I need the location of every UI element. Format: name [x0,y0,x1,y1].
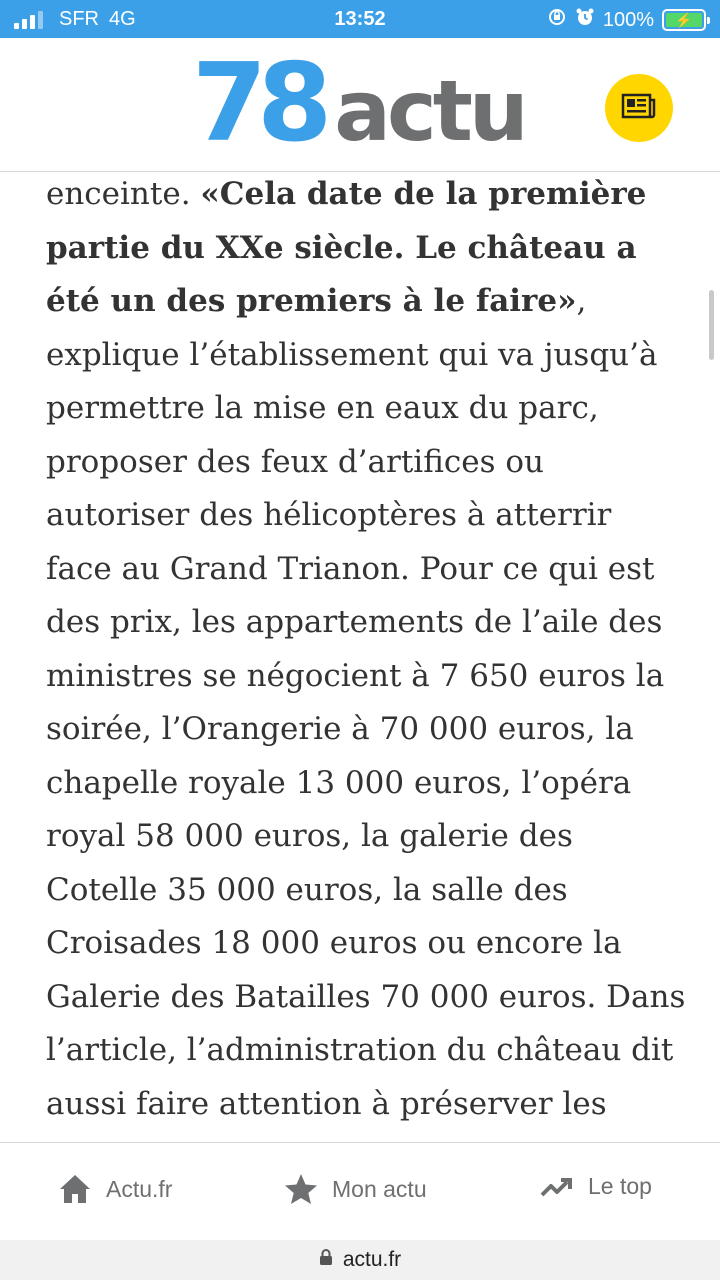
lock-icon [319,1248,333,1272]
nav-item-mon-actu[interactable] [284,1173,427,1205]
orientation-lock-icon [547,7,567,33]
carrier-label: SFR [59,8,99,30]
article-quote: «Cela date de la première partie du XXe siècle. Le château a été un des premiers à le faire» [46,176,647,319]
trending-icon [540,1175,574,1199]
logo-text: actu [334,62,525,160]
url-text: actu.fr [342,1248,402,1271]
nav-item-le-top[interactable] [540,1173,652,1200]
network-label: 4G [109,8,136,30]
scroll-indicator[interactable] [709,290,714,360]
nav-label: Actu.fr [106,1175,173,1202]
site-header [0,38,720,172]
site-logo[interactable] [192,41,525,166]
article-lead: enceinte. [46,176,201,212]
logo-number: 78 [192,41,323,166]
article-text: , explique l’établissement qui va jusqu’à permettre la mise en eaux du parc, proposer des feux d’artifices ou autoriser des hélicoptères à atterrir face au Grand Trianon. Pour ce qui est des prix, les appartements de l’aile des ministres se négocient à 7 650 euros la soirée, l’Orangerie à 70 000 euros, la chapelle royale 13 000 euros, l’opéra royal 58 000 euros, la galerie des Cotelle 35 000 euros, la salle des Croisades 18 000 euros ou encore la Galerie des Batailles 70 000 euros. Dans l’article, l’administration du château dit aussi faire attention à préserver les [46,283,686,1122]
url-bar[interactable] [0,1240,720,1280]
clock: 13:52 [334,8,386,30]
battery-percent: 100% [602,8,654,31]
newspaper-button[interactable] [605,74,673,142]
nav-item-actu[interactable] [58,1173,172,1205]
article-paragraph [46,168,686,1185]
status-right [547,7,706,33]
bottom-nav [0,1142,720,1240]
nav-label: Le top [588,1173,652,1199]
home-icon [58,1173,92,1205]
alarm-icon [575,7,595,33]
status-bar [0,0,720,38]
newspaper-icon [622,93,656,124]
battery-icon: ⚡ [662,9,706,31]
star-icon [284,1173,318,1205]
nav-label: Mon actu [332,1175,427,1202]
article-body [46,172,686,1142]
